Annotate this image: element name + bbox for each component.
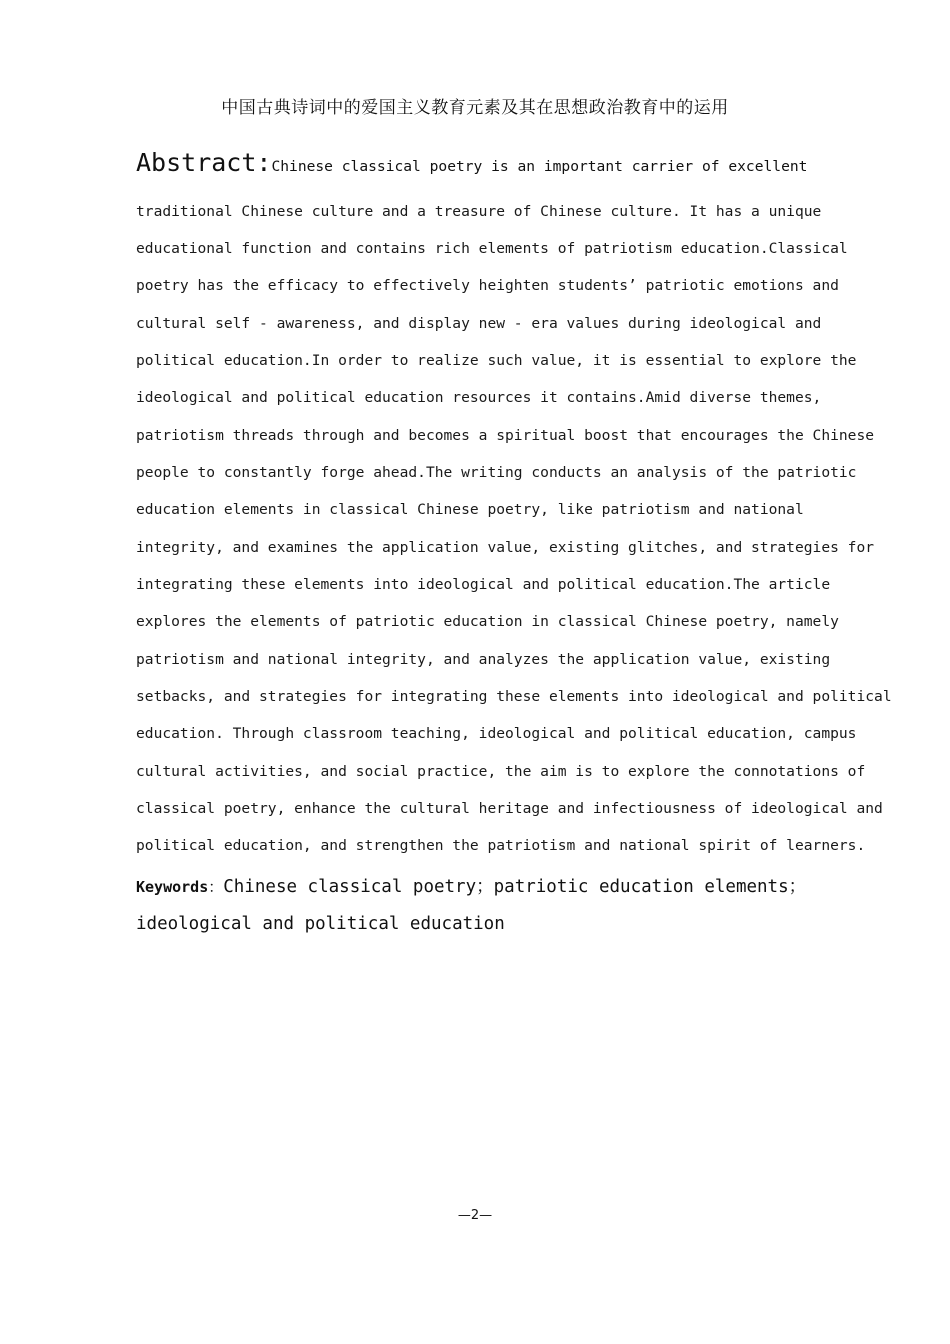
abstract-line-2: educational function and contains rich elements of patriotism education.Classical <box>136 240 848 257</box>
abstract-line-12: explores the elements of patriotic education in classical Chinese poetry, namely <box>136 613 839 630</box>
page-number: —2— <box>457 1208 493 1223</box>
abstract-line-9: education elements in classical Chinese poetry, like patriotism and national <box>136 501 804 518</box>
keywords-text-1: Chinese classical poetry；patriotic education elements； <box>223 877 807 897</box>
keywords-line-1 <box>136 868 876 906</box>
keywords-label: Keywords <box>136 878 209 896</box>
abstract-first-line <box>136 148 876 177</box>
abstract-line-15: education. Through classroom teaching, ideological and political education, campus <box>136 725 857 742</box>
abstract-line-7: patriotism threads through and becomes a spiritual boost that encourages the Chinese <box>136 427 875 444</box>
abstract-line-4: cultural self - awareness, and display new - era values during ideological and <box>136 315 822 332</box>
keywords-text-2: ideological and political education <box>136 914 505 934</box>
abstract-line-17: classical poetry, enhance the cultural heritage and infectiousness of ideological and <box>136 800 883 817</box>
keywords-block <box>136 868 876 943</box>
keywords-separator: ： <box>208 878 224 896</box>
abstract-line-13: patriotism and national integrity, and analyzes the application value, existing <box>136 651 831 668</box>
abstract-line-1: traditional Chinese culture and a treasure of Chinese culture. It has a unique <box>136 203 822 220</box>
abstract-line-8: people to constantly forge ahead.The writing conducts an analysis of the patriotic <box>136 464 857 481</box>
abstract-line-10: integrity, and examines the application value, existing glitches, and strategies for <box>136 539 875 556</box>
document-title: 中国古典诗词中的爱国主义教育元素及其在思想政治教育中的运用 <box>221 98 729 118</box>
abstract-line-5: political education.In order to realize such value, it is essential to explore the <box>136 352 857 369</box>
abstract-line-6: ideological and political education resources it contains.Amid diverse themes, <box>136 389 822 406</box>
abstract-line-3: poetry has the efficacy to effectively heighten students’ patriotic emotions and <box>136 277 839 294</box>
abstract-line-18: political education, and strengthen the patriotism and national spirit of learners. <box>136 837 866 854</box>
abstract-line-11: integrating these elements into ideological and political education.The article <box>136 576 831 593</box>
abstract-line-14: setbacks, and strategies for integrating these elements into ideological and political <box>136 688 892 705</box>
abstract-line-0: Chinese classical poetry is an important carrier of excellent <box>271 158 808 175</box>
abstract-line-16: cultural activities, and social practice, the aim is to explore the connotations of <box>136 763 866 780</box>
abstract-label: Abstract: <box>136 148 272 177</box>
